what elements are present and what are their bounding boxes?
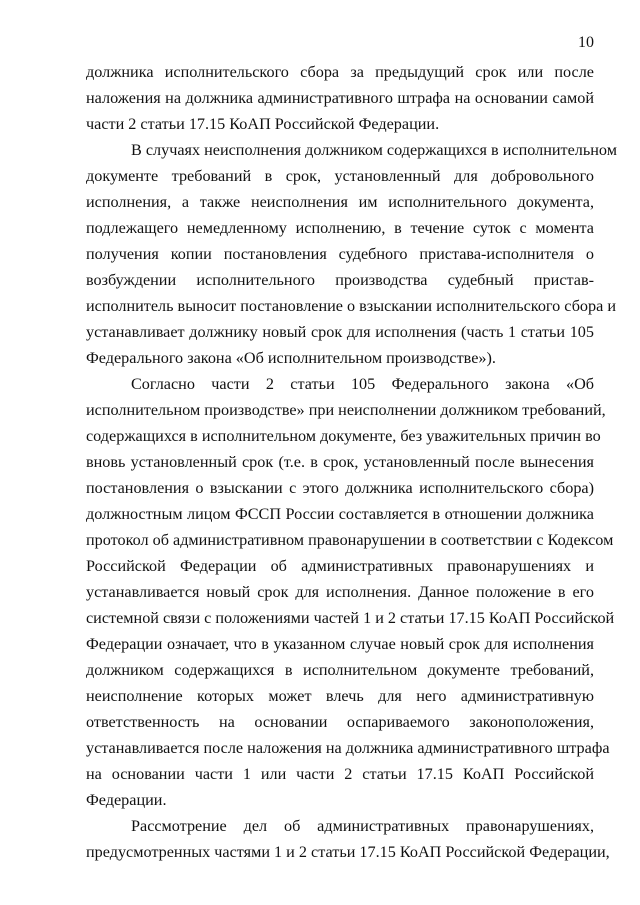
text-line: системной связи с положениями частей 1 и 2 статьи 17.15 КоАП Российской [86, 609, 615, 627]
text-line: содержащихся в исполнительном документе, без уважительных причин во [86, 427, 601, 445]
text-line: Федерации означает, что в указанном случае новый срок для исполнения [86, 635, 594, 653]
text-line: постановления о взыскании с этого должника исполнительского сбора) [86, 479, 594, 497]
text-line: ответственность на основании оспариваемого законоположения, [86, 713, 594, 731]
text-line: наложения на должника административного штрафа на основании самой [86, 89, 594, 107]
text-line: должностным лицом ФССП России составляется в отношении должника [86, 505, 594, 523]
text-line: устанавливается новый срок для исполнения. Данное положение в его [86, 583, 594, 601]
paragraph-first-line: В случаях неисполнения должником содержащихся в исполнительном [131, 141, 617, 159]
text-line: подлежащего немедленному исполнению, в течение суток с момента [86, 219, 594, 237]
text-line: Российской Федерации об административных правонарушениях и [86, 557, 594, 575]
text-line: части 2 статьи 17.15 КоАП Российской Федерации. [86, 115, 440, 133]
text-line: неисполнение которых может влечь для него административную [86, 687, 594, 705]
text-line: исполнитель выносит постановление о взыскании исполнительского сбора и [86, 297, 617, 315]
text-line: документе требований в срок, установленный для добровольного [86, 167, 594, 185]
text-line: Федерации. [86, 791, 167, 809]
text-line: должника исполнительского сбора за предыдущий срок или после [86, 63, 594, 81]
text-line: устанавливается после наложения на должника административного штрафа [86, 739, 610, 757]
paragraph-first-line: Согласно части 2 статьи 105 Федерального закона «Об [131, 375, 594, 393]
text-line: протокол об административном правонарушении в соответствии с Кодексом [86, 531, 614, 549]
text-line: исполнительном производстве» при неисполнении должником требований, [86, 401, 606, 419]
text-line: Федерального закона «Об исполнительном производстве»). [86, 349, 496, 367]
text-line: исполнения, а также неисполнения им исполнительного документа, [86, 193, 594, 211]
text-line: должником содержащихся в исполнительном документе требований, [86, 661, 594, 679]
text-line: предусмотренных частями 1 и 2 статьи 17.15 КоАП Российской Федерации, [86, 843, 610, 861]
page-number: 10 [578, 34, 594, 51]
text-line: возбуждении исполнительного производства судебный пристав- [86, 271, 594, 289]
document-body [86, 59, 617, 865]
text-line: получения копии постановления судебного пристава-исполнителя о [86, 245, 594, 263]
text-line: вновь установленный срок (т.е. в срок, установленный после вынесения [86, 453, 594, 471]
text-line: устанавливает должнику новый срок для исполнения (часть 1 статьи 105 [86, 323, 594, 341]
text-line: на основании части 1 или части 2 статьи 17.15 КоАП Российской [86, 765, 594, 783]
paragraph-first-line: Рассмотрение дел об административных правонарушениях, [131, 817, 594, 835]
